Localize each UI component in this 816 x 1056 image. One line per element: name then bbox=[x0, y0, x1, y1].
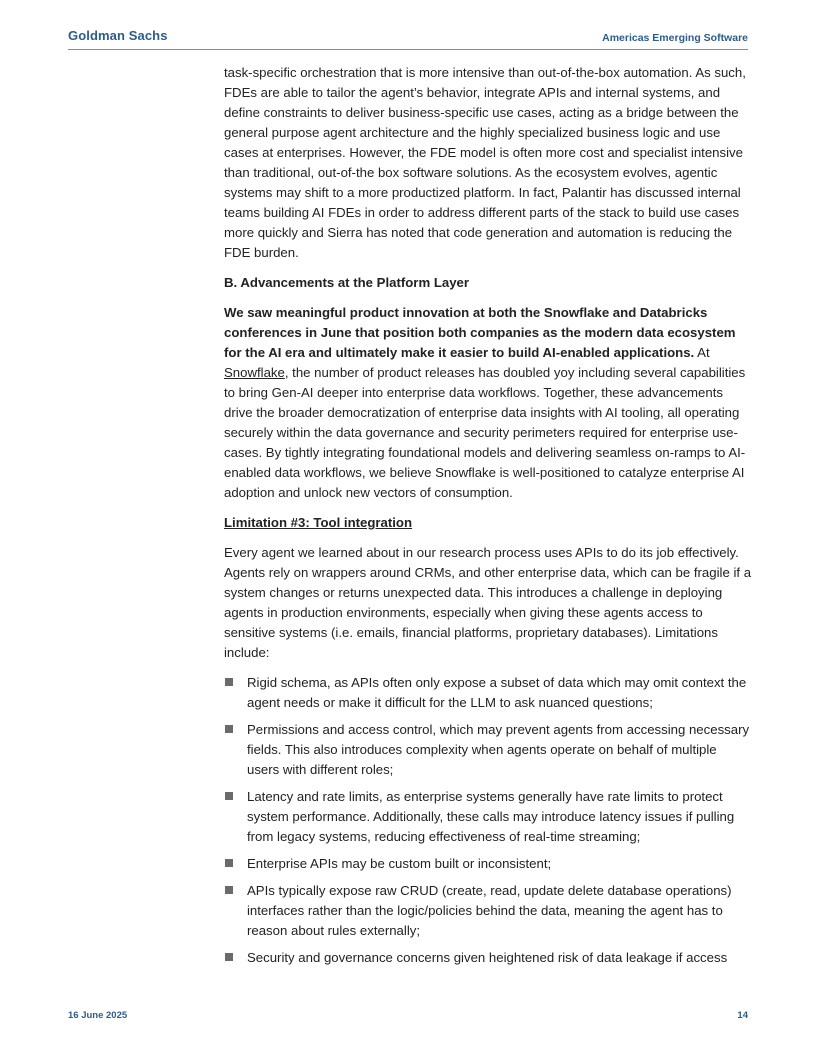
header-divider bbox=[68, 49, 748, 50]
section-heading-b: B. Advancements at the Platform Layer bbox=[224, 275, 470, 290]
list-item-text: Rigid schema, as APIs often only expose a subset of data which may omit context the agent needs or make it difficult for the LLM to ask nuanced questions; bbox=[247, 675, 747, 710]
paragraph-text: At bbox=[694, 345, 710, 360]
list-item-text: Latency and rate limits, as enterprise systems generally have rate limits to protect system performance. Additionally, these calls may introduce latency issues if pulling from legacy systems, reducing effectiveness of real-time streaming; bbox=[247, 789, 735, 844]
snowflake-link[interactable]: Snowflake bbox=[224, 365, 285, 380]
report-date: 16 June 2025 bbox=[68, 1010, 128, 1021]
list-item bbox=[224, 854, 752, 874]
body-paragraph-1: task-specific orchestration that is more intensive than out-of-the-box automation. As such, FDEs are able to tailor the agent’s behavior, integrate APIs and internal systems, and define constraints to deliver business-specific use cases, acting as a bridge between the general purpose agent architecture and the highly specialized business logic and use cases at enterprises. However, the FDE model is often more cost and specialist intensive than traditional, out-of-the box software solutions. As the ecosystem evolves, agentic systems may shift to a more productized platform. In fact, Palantir has discussed internal teams building AI FDEs in order to address different parts of the stack to build use cases more quickly and Sierra has noted that code generation and automation is reducing the FDE burden. bbox=[224, 65, 746, 260]
square-bullet-icon bbox=[225, 859, 233, 867]
list-item bbox=[224, 787, 752, 847]
square-bullet-icon bbox=[225, 792, 233, 800]
page-body bbox=[224, 63, 752, 975]
page-number: 14 bbox=[737, 1010, 748, 1021]
square-bullet-icon bbox=[225, 953, 233, 961]
list-item bbox=[224, 881, 752, 941]
report-section: Americas Emerging Software bbox=[602, 32, 748, 44]
square-bullet-icon bbox=[225, 725, 233, 733]
firm-name: Goldman Sachs bbox=[68, 28, 168, 43]
square-bullet-icon bbox=[225, 678, 233, 686]
list-item-text: Permissions and access control, which may prevent agents from accessing necessary fields. This also introduces complexity when agents operate on behalf of multiple users with different roles; bbox=[247, 722, 750, 777]
list-item bbox=[224, 948, 752, 968]
body-paragraph-2 bbox=[224, 303, 752, 503]
list-item-text: Security and governance concerns given heightened risk of data leakage if access bbox=[247, 950, 728, 965]
body-paragraph-3: Every agent we learned about in our research process uses APIs to do its job effectively. Agents rely on wrappers around CRMs, and other enterprise data, which can be fragile if a system changes or returns unexpected data. This introduces a challenge in deploying agents in production environments, especially when giving these agents access to sensitive systems (i.e. emails, financial platforms, proprietary databases). Limitations include: bbox=[224, 545, 752, 660]
square-bullet-icon bbox=[225, 886, 233, 894]
list-item-text: Enterprise APIs may be custom built or inconsistent; bbox=[247, 856, 552, 871]
limitations-list bbox=[224, 673, 752, 968]
limitation-heading: Limitation #3: Tool integration bbox=[224, 515, 413, 530]
list-item bbox=[224, 673, 752, 713]
paragraph-text: , the number of product releases has doubled yoy including several capabilities to bring Gen-AI deeper into enterprise data workflows. Together, these advancements drive the broader democratization of enterprise data insights with AI tooling, all operating securely within the data governance and security perimeters required for enterprise use-cases. By tightly integrating foundational models and delivering seamless on-ramps to AI-enabled data workflows, we believe Snowflake is well-positioned to catalyze enterprise AI adoption and unlock new vectors of consumption. bbox=[224, 365, 746, 500]
list-item bbox=[224, 720, 752, 780]
paragraph-lead-bold: We saw meaningful product innovation at both the Snowflake and Databricks conferences in June that position both companies as the modern data ecosystem for the AI era and ultimately make it easier to build AI-enabled applications. bbox=[224, 305, 736, 360]
list-item-text: APIs typically expose raw CRUD (create, read, update delete database operations) interfaces rather than the logic/policies behind the data, meaning the agent has to reason about rules externally; bbox=[247, 883, 732, 938]
